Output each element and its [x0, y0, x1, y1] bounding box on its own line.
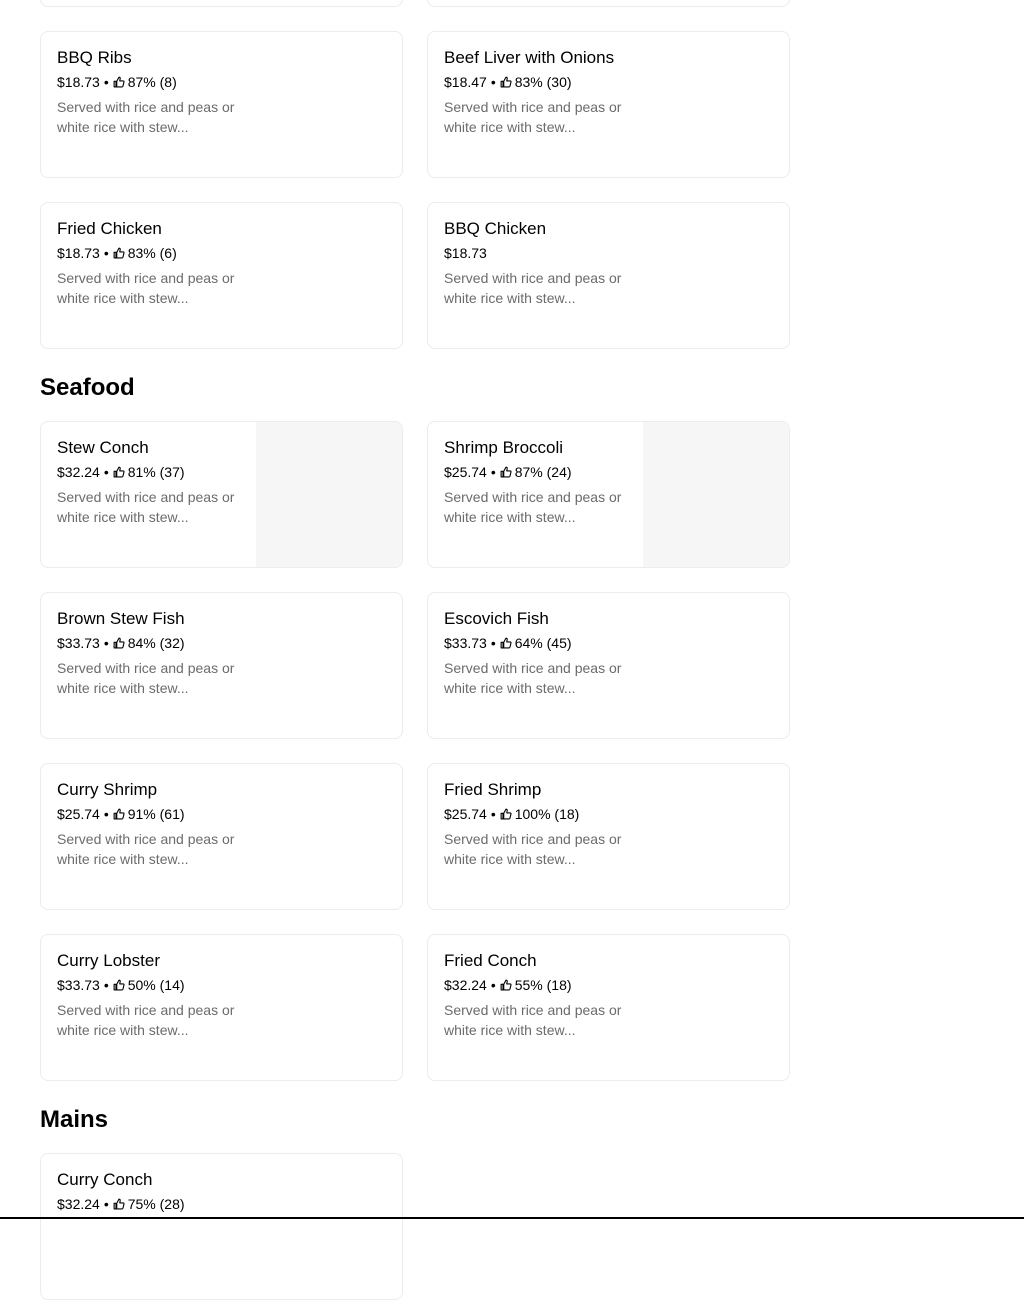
- item-price: $18.73: [444, 245, 487, 261]
- item-price: $25.74: [57, 806, 100, 822]
- item-price: $18.73: [57, 245, 100, 261]
- separator-dot: •: [103, 977, 109, 993]
- item-description: Served with rice and peas or white rice with stew...: [57, 831, 235, 867]
- thumbs-up-icon: [113, 1198, 125, 1210]
- item-rating: 64% (45): [514, 635, 572, 651]
- item-rating: 75% (28): [127, 1196, 185, 1212]
- separator-dot: •: [490, 977, 496, 993]
- separator-dot: •: [103, 74, 109, 90]
- item-name: Stew Conch: [57, 438, 149, 457]
- item-meta: [444, 464, 572, 480]
- item-meta: [57, 1196, 185, 1212]
- separator-dot: •: [490, 806, 496, 822]
- item-name: BBQ Ribs: [57, 48, 132, 67]
- section-title-seafood: Seafood: [40, 374, 135, 401]
- separator-dot: •: [490, 464, 496, 480]
- separator-dot: •: [103, 1196, 109, 1212]
- item-price: $32.24: [57, 1196, 100, 1212]
- item-name: Curry Shrimp: [57, 780, 158, 799]
- item-price: $18.47: [444, 74, 487, 90]
- item-description: Served with rice and peas or white rice with stew...: [57, 489, 235, 525]
- item-name: Shrimp Broccoli: [444, 438, 564, 457]
- menu-item-card[interactable]: [40, 31, 403, 178]
- thumbs-up-icon: [500, 808, 512, 820]
- menu-item-card[interactable]: [40, 934, 403, 1081]
- item-meta: [444, 74, 572, 90]
- separator-dot: •: [103, 464, 109, 480]
- item-description: Served with rice and peas or white rice with stew...: [444, 1002, 622, 1038]
- menu-item-card[interactable]: [427, 31, 790, 178]
- item-meta: [444, 806, 579, 822]
- item-name: Escovich Fish: [444, 609, 549, 628]
- item-description: Served with rice and peas or white rice with stew...: [444, 99, 622, 135]
- menu-item-card[interactable]: [40, 592, 403, 739]
- item-name: Fried Shrimp: [444, 780, 542, 799]
- item-rating: 91% (61): [127, 806, 185, 822]
- thumbs-up-icon: [500, 76, 512, 88]
- item-name: Fried Conch: [444, 951, 537, 970]
- thumbs-up-icon: [113, 979, 125, 991]
- item-rating: 100% (18): [514, 806, 580, 822]
- item-description: Served with rice and peas or white rice with stew...: [57, 1002, 235, 1038]
- separator-dot: •: [103, 806, 109, 822]
- item-description: Served with rice and peas or white rice with stew...: [444, 270, 622, 306]
- item-price: $33.73: [444, 635, 487, 651]
- item-rating: 55% (18): [514, 977, 572, 993]
- item-description: Served with rice and peas or white rice with stew...: [57, 270, 235, 306]
- item-description: Served with rice and peas or white rice with stew...: [444, 660, 622, 696]
- item-price: $25.74: [444, 806, 487, 822]
- item-description: Served with rice and peas or white rice with stew...: [57, 660, 235, 696]
- item-price: $18.73: [57, 74, 100, 90]
- separator-dot: •: [490, 74, 496, 90]
- item-price: $25.74: [444, 464, 487, 480]
- item-meta: [57, 74, 177, 90]
- separator-dot: •: [103, 635, 109, 651]
- thumbs-up-icon: [500, 979, 512, 991]
- item-description: Served with rice and peas or white rice with stew...: [57, 99, 235, 135]
- item-meta: [57, 806, 185, 822]
- item-meta: [444, 977, 572, 993]
- thumbs-up-icon: [113, 466, 125, 478]
- thumbs-up-icon: [500, 637, 512, 649]
- item-description: Served with rice and peas or white rice with stew...: [444, 831, 622, 867]
- menu-item-card[interactable]: [427, 421, 790, 568]
- menu-item-card[interactable]: [427, 763, 790, 910]
- thumbs-up-icon: [113, 76, 125, 88]
- item-name: BBQ Chicken: [444, 219, 547, 238]
- item-rating: 50% (14): [127, 977, 185, 993]
- item-image-placeholder: [256, 422, 402, 567]
- item-meta: [57, 245, 177, 261]
- menu-item-card-partial[interactable]: [40, 0, 403, 7]
- item-price: $32.24: [444, 977, 487, 993]
- section-title-mains: Mains: [40, 1106, 109, 1133]
- item-name: Curry Lobster: [57, 951, 160, 970]
- menu-item-card[interactable]: [40, 202, 403, 349]
- menu-item-card[interactable]: [427, 592, 790, 739]
- menu-item-card[interactable]: [427, 934, 790, 1081]
- item-name: Fried Chicken: [57, 219, 162, 238]
- thumbs-up-icon: [113, 247, 125, 259]
- menu-item-card[interactable]: [40, 763, 403, 910]
- menu-item-card[interactable]: [427, 202, 790, 349]
- item-name: Curry Conch: [57, 1170, 153, 1189]
- item-rating: 87% (24): [514, 464, 572, 480]
- item-meta: [444, 245, 487, 261]
- item-name: Brown Stew Fish: [57, 609, 185, 628]
- item-rating: 83% (6): [127, 245, 177, 261]
- item-meta: [57, 635, 185, 651]
- thumbs-up-icon: [113, 637, 125, 649]
- item-rating: 81% (37): [127, 464, 185, 480]
- menu-item-card[interactable]: [40, 1153, 403, 1300]
- item-price: $33.73: [57, 977, 100, 993]
- menu-item-card[interactable]: [40, 421, 403, 568]
- item-description: Served with rice and peas or white rice with stew...: [444, 489, 622, 525]
- item-name: Beef Liver with Onions: [444, 48, 615, 67]
- separator-dot: •: [490, 635, 496, 651]
- item-rating: 84% (32): [127, 635, 185, 651]
- item-rating: 83% (30): [514, 74, 572, 90]
- item-image-placeholder: [643, 422, 789, 567]
- item-price: $32.24: [57, 464, 100, 480]
- item-rating: 87% (8): [127, 74, 177, 90]
- thumbs-up-icon: [113, 808, 125, 820]
- item-price: $33.73: [57, 635, 100, 651]
- separator-dot: •: [103, 245, 109, 261]
- menu-item-card-partial[interactable]: [427, 0, 790, 7]
- thumbs-up-icon: [500, 466, 512, 478]
- item-meta: [57, 977, 185, 993]
- item-meta: [57, 464, 185, 480]
- item-meta: [444, 635, 572, 651]
